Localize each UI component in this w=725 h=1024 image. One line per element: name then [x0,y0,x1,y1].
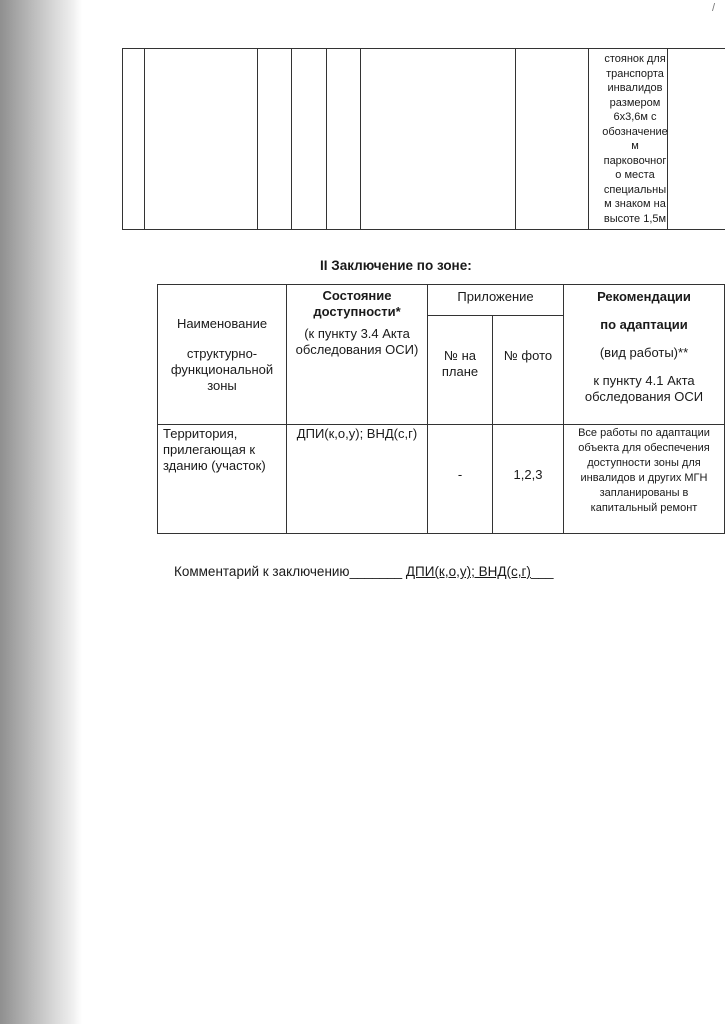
parking-line: 6х3,6м с [613,111,657,123]
header-state-subtitle: (к пункту 3.4 Акта обследования ОСИ) [295,326,419,357]
header-rec-work: (вид работы)** [599,345,689,360]
header-plan-number: № на плане [441,348,479,379]
parking-requirement-text [591,52,679,226]
scan-corner-mark: / [712,2,716,14]
conclusion-comment [174,564,553,579]
row-plan-number: - [457,467,463,482]
header-rec-subtitle: по адаптации [600,317,688,332]
parking-line: о места [615,169,655,181]
header-zone-name [159,316,285,394]
section-title: II Заключение по зоне: [320,258,472,273]
row-zone-name: Территория, прилегающая к зданию (участок) [163,426,266,473]
parking-line: парковочног [603,154,667,167]
parking-line: стоянок для [604,53,666,65]
conclusion-table [157,284,725,534]
parking-line: специальны [603,183,667,196]
header-zone-name-line: Наименование [176,316,268,331]
header-zone-name-line: функциональной [170,362,274,377]
header-recommendations [565,289,723,405]
parking-line: высоте 1,5м [603,212,667,225]
header-appendix: Приложение [457,289,534,304]
header-photo-number: № фото [503,348,553,363]
header-rec-title: Рекомендации [597,289,691,304]
row-recommendation: Все работы по адаптации объекта для обеспечения доступности зоны для инвалидов и других МГН запланированы в капитальный ремонт [578,427,710,514]
header-zone-name-line: структурно- [186,346,258,361]
parking-line: м [631,140,639,152]
header-zone-name-line: зоны [207,378,237,393]
comment-label: Комментарий к заключению [174,564,350,579]
comment-gap: _______ [349,564,403,579]
comment-trail: ___ [530,564,554,579]
parking-line: обозначение [602,125,668,138]
comment-value: ДПИ(к,о,у); ВНД(с,г) [405,564,531,579]
parking-line: инвалидов [607,82,663,94]
header-accessibility-state [291,288,423,358]
header-rec-ref: к пункту 4.1 Акта обследования ОСИ [584,373,704,404]
parking-line: м знаком на [604,198,666,210]
row-photo-number: 1,2,3 [513,467,543,482]
header-state-title: Состояние доступности* [313,288,401,319]
parking-line: транспорта [606,67,664,80]
parking-line: размером [609,96,661,109]
scan-left-shadow [0,0,82,1024]
row-accessibility-state: ДПИ(к,о,у); ВНД(с,г) [296,426,418,441]
